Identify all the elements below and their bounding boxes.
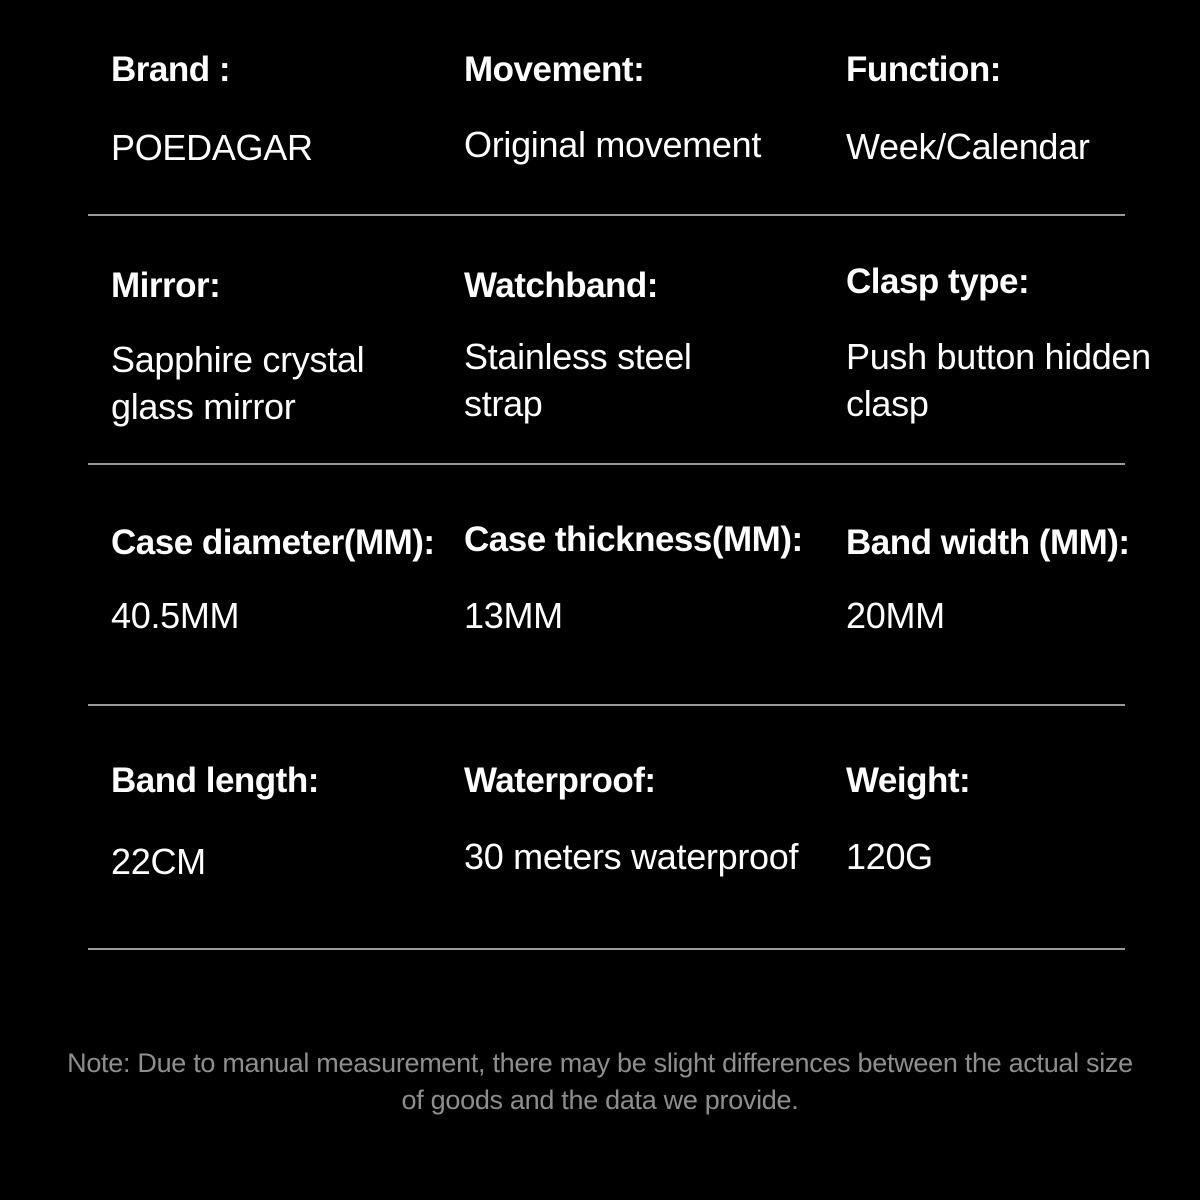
- spec-value: Sapphire crystal glass mirror: [111, 339, 365, 427]
- spec-label: Movement:: [464, 50, 645, 89]
- row-divider: [88, 463, 1125, 465]
- spec-label: Case diameter(MM):: [111, 523, 435, 562]
- spec-label: Band length:: [111, 761, 319, 800]
- spec-value: Original movement: [464, 124, 762, 165]
- row-divider: [88, 948, 1125, 950]
- spec-value: POEDAGAR: [111, 127, 313, 168]
- spec-value: 20MM: [846, 595, 945, 636]
- spec-label: Case thickness(MM):: [464, 520, 803, 559]
- spec-value: Push button hidden clasp: [846, 336, 1151, 424]
- spec-label: Band width (MM):: [846, 523, 1130, 562]
- spec-value: 13MM: [464, 595, 563, 636]
- note-line: Note: Due to manual measurement, there may be slight differences between the actual size: [67, 1048, 1133, 1078]
- spec-value: 120G: [846, 836, 933, 877]
- spec-value: 22CM: [111, 841, 206, 882]
- spec-value: Stainless steel strap: [464, 336, 692, 424]
- row-divider: [88, 214, 1125, 216]
- note-line: of goods and the data we provide.: [401, 1085, 799, 1115]
- spec-label: Waterproof:: [464, 761, 656, 800]
- row-divider: [88, 704, 1125, 706]
- spec-label: Clasp type:: [846, 262, 1030, 301]
- spec-value: 30 meters waterproof: [464, 836, 799, 877]
- measurement-note: [40, 1045, 1160, 1119]
- spec-label: Weight:: [846, 761, 971, 800]
- spec-value: Week/Calendar: [846, 126, 1090, 167]
- spec-label: Watchband:: [464, 266, 658, 305]
- spec-label: Brand :: [111, 50, 230, 89]
- spec-label: Mirror:: [111, 266, 221, 305]
- spec-label: Function:: [846, 50, 1001, 89]
- spec-value: 40.5MM: [111, 595, 240, 636]
